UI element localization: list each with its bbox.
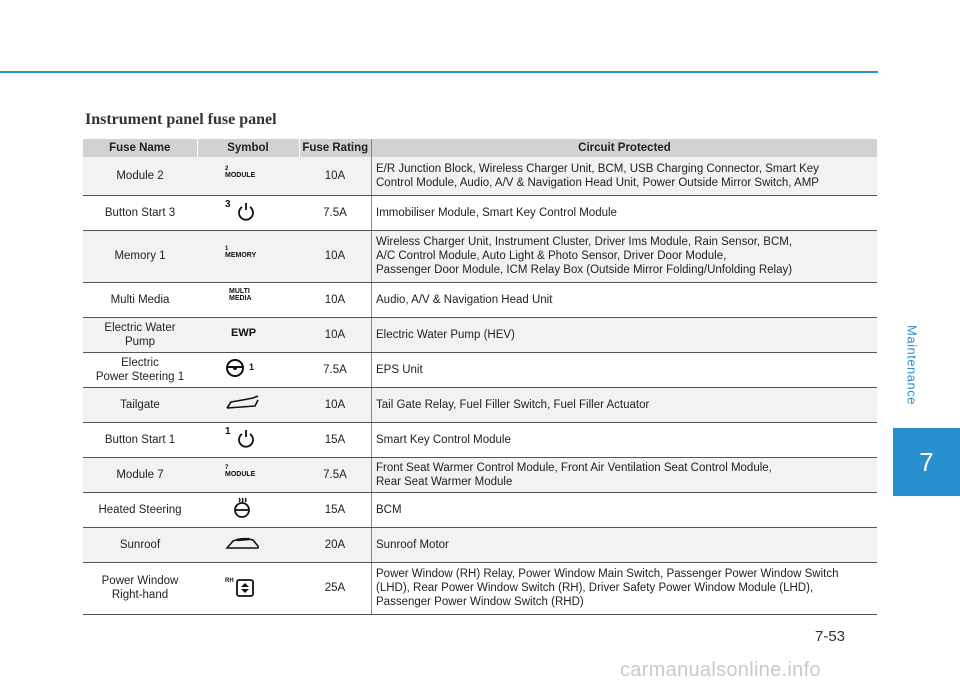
circuit-line: Front Seat Warmer Control Module, Front Air Ventilation Seat Control Module, xyxy=(376,461,772,474)
symbol-label-line: MULTI xyxy=(229,287,250,295)
header-circuit-protected: Circuit Protected xyxy=(372,139,878,157)
symbol-label: MODULE xyxy=(225,470,256,478)
fuse-rating-cell: 10A xyxy=(299,387,372,422)
circuit-line: BCM xyxy=(376,503,402,516)
sunroof-icon xyxy=(225,534,261,552)
table-row xyxy=(83,157,877,195)
start-button-icon xyxy=(237,429,255,449)
circuit-line: E/R Junction Block, Wireless Charger Unit, BCM, USB Charging Connector, Smart Key xyxy=(376,162,819,175)
circuit-line: Passenger Door Module, ICM Relay Box (Outside Mirror Folding/Unfolding Relay) xyxy=(376,264,793,276)
fuse-symbol xyxy=(225,573,265,599)
table-row xyxy=(83,230,877,282)
table-row xyxy=(83,352,877,387)
fuse-rating-cell: 20A xyxy=(299,527,372,562)
fuse-symbol xyxy=(225,241,265,267)
fuse-rating-cell: 25A xyxy=(299,562,372,614)
circuit-protected-cell xyxy=(372,230,878,282)
table-row xyxy=(83,492,877,527)
symbol-superscript: 3 xyxy=(225,198,231,210)
circuit-protected-cell xyxy=(372,457,878,492)
circuit-line: Immobiliser Module, Smart Key Control Module xyxy=(376,206,617,219)
fuse-symbol xyxy=(225,530,265,556)
fuse-symbol-cell xyxy=(197,230,299,282)
fuse-name-line: Module 7 xyxy=(116,468,164,481)
fuse-table xyxy=(83,139,877,615)
heated-steering-icon xyxy=(231,497,253,519)
symbol-superscript: 7 xyxy=(225,464,229,471)
fuse-name-cell xyxy=(83,387,197,422)
symbol-superscript: RH xyxy=(225,578,234,584)
circuit-protected-cell xyxy=(372,317,878,352)
fuse-symbol xyxy=(225,425,265,451)
fuse-name-cell xyxy=(83,422,197,457)
symbol-superscript: 1 xyxy=(225,246,229,252)
fuse-symbol-cell xyxy=(197,422,299,457)
fuse-name-cell xyxy=(83,492,197,527)
table-row xyxy=(83,387,877,422)
circuit-line: Tail Gate Relay, Fuel Filler Switch, Fuel Filler Actuator xyxy=(376,398,650,411)
circuit-line: Electric Water Pump (HEV) xyxy=(376,328,515,341)
circuit-protected-cell xyxy=(372,282,878,317)
circuit-protected-cell xyxy=(372,492,878,527)
circuit-protected-cell xyxy=(372,195,878,230)
header-fuse-name: Fuse Name xyxy=(83,139,197,157)
fuse-name-line: Electric Water xyxy=(104,321,176,334)
fuse-symbol-cell xyxy=(197,157,299,195)
fuse-name-line: Power Window xyxy=(101,575,179,587)
start-button-icon xyxy=(237,202,255,222)
table-row xyxy=(83,457,877,492)
fuse-rating-cell: 10A xyxy=(299,157,372,195)
circuit-line: (LHD), Rear Power Window Switch (RH), Driver Safety Power Window Module (LHD), xyxy=(376,582,814,594)
fuse-name-cell xyxy=(83,157,197,195)
tailgate-icon xyxy=(225,394,261,412)
fuse-symbol xyxy=(225,355,265,381)
table-row xyxy=(83,562,877,614)
fuse-rating-cell: 10A xyxy=(299,282,372,317)
fuse-symbol xyxy=(225,198,265,224)
watermark: carmanualsonline.info xyxy=(620,659,821,681)
fuse-name-line: Electric xyxy=(121,356,159,369)
fuse-symbol xyxy=(225,495,265,521)
fuse-name-line: Button Start 3 xyxy=(104,206,176,219)
section-label-text: Maintenance xyxy=(904,325,920,405)
symbol-superscript: 2 xyxy=(225,165,229,172)
fuse-name-line: Right-hand xyxy=(111,589,169,601)
symbol-label: EWP xyxy=(231,326,257,339)
fuse-rating-cell: 7.5A xyxy=(299,457,372,492)
fuse-rating-cell: 10A xyxy=(299,317,372,352)
circuit-protected-cell xyxy=(372,562,878,614)
circuit-protected-cell xyxy=(372,387,878,422)
header-rule xyxy=(0,71,878,73)
fuse-symbol-cell xyxy=(197,527,299,562)
circuit-line: A/C Control Module, Auto Light & Photo Sensor, Driver Door Module, xyxy=(376,250,727,262)
circuit-line: Smart Key Control Module xyxy=(376,433,511,446)
fuse-table-body xyxy=(83,157,877,614)
table-row xyxy=(83,282,877,317)
fuse-symbol xyxy=(225,320,265,346)
fuse-symbol-cell xyxy=(197,562,299,614)
fuse-symbol-cell xyxy=(197,282,299,317)
circuit-line: Sunroof Motor xyxy=(376,538,449,551)
chapter-badge: 7 xyxy=(893,428,960,496)
fuse-symbol-cell xyxy=(197,492,299,527)
fuse-name-cell xyxy=(83,317,197,352)
header-symbol: Symbol xyxy=(197,139,299,157)
fuse-rating-cell: 15A xyxy=(299,422,372,457)
fuse-symbol xyxy=(225,285,265,311)
fuse-symbol xyxy=(225,460,265,486)
page-title: Instrument panel fuse panel xyxy=(85,111,277,128)
circuit-protected-cell xyxy=(372,157,878,195)
table-row xyxy=(83,422,877,457)
fuse-name-cell xyxy=(83,195,197,230)
table-row xyxy=(83,317,877,352)
circuit-line: EPS Unit xyxy=(376,363,423,376)
fuse-rating-cell: 15A xyxy=(299,492,372,527)
circuit-line: Rear Seat Warmer Module xyxy=(376,475,513,488)
page-number: 7-53 xyxy=(815,628,846,645)
fuse-name-line: Power Steering 1 xyxy=(95,370,185,383)
fuse-name-cell xyxy=(83,282,197,317)
symbol-superscript: 1 xyxy=(249,361,255,372)
fuse-symbol xyxy=(225,161,265,187)
symbol-superscript: 1 xyxy=(225,425,231,437)
circuit-line: Wireless Charger Unit, Instrument Cluster, Driver Ims Module, Rain Sensor, BCM, xyxy=(376,236,793,248)
section-side-label xyxy=(902,300,922,430)
fuse-rating-cell: 7.5A xyxy=(299,352,372,387)
steering-wheel-icon xyxy=(225,358,245,378)
fuse-name-cell xyxy=(83,352,197,387)
header-fuse-rating: Fuse Rating xyxy=(299,139,372,157)
circuit-line: Control Module, Audio, A/V & Navigation Head Unit, Power Outside Mirror Switch, AMP xyxy=(376,176,819,189)
fuse-name-cell xyxy=(83,230,197,282)
fuse-name-cell xyxy=(83,527,197,562)
circuit-protected-cell xyxy=(372,352,878,387)
fuse-symbol-cell xyxy=(197,387,299,422)
circuit-line: Audio, A/V & Navigation Head Unit xyxy=(376,293,553,306)
fuse-name-line: Module 2 xyxy=(116,169,164,182)
table-row xyxy=(83,527,877,562)
circuit-line: Power Window (RH) Relay, Power Window Main Switch, Passenger Power Window Switch xyxy=(376,568,839,580)
fuse-name-line: Pump xyxy=(124,335,156,348)
circuit-line: Passenger Power Window Switch (RHD) xyxy=(376,596,584,608)
fuse-name-line: Sunroof xyxy=(119,538,161,551)
fuse-symbol-cell xyxy=(197,352,299,387)
fuse-rating-cell: 10A xyxy=(299,230,372,282)
fuse-name-line: Memory 1 xyxy=(114,250,166,262)
fuse-name-line: Button Start 1 xyxy=(104,433,176,446)
table-row xyxy=(83,195,877,230)
symbol-label: MODULE xyxy=(225,171,256,179)
fuse-name-line: Multi Media xyxy=(110,293,170,306)
table-header-row xyxy=(83,139,877,157)
power-window-icon xyxy=(235,578,255,598)
circuit-protected-cell xyxy=(372,527,878,562)
fuse-name-line: Tailgate xyxy=(120,398,160,411)
fuse-name-cell xyxy=(83,457,197,492)
symbol-label: MEMORY xyxy=(225,252,257,259)
symbol-label-line: MEDIA xyxy=(229,294,252,302)
fuse-symbol-cell xyxy=(197,457,299,492)
fuse-symbol xyxy=(225,390,265,416)
fuse-symbol-cell xyxy=(197,195,299,230)
fuse-name-cell xyxy=(83,562,197,614)
fuse-symbol-cell xyxy=(197,317,299,352)
fuse-rating-cell: 7.5A xyxy=(299,195,372,230)
fuse-name-line: Heated Steering xyxy=(98,503,182,516)
circuit-protected-cell xyxy=(372,422,878,457)
